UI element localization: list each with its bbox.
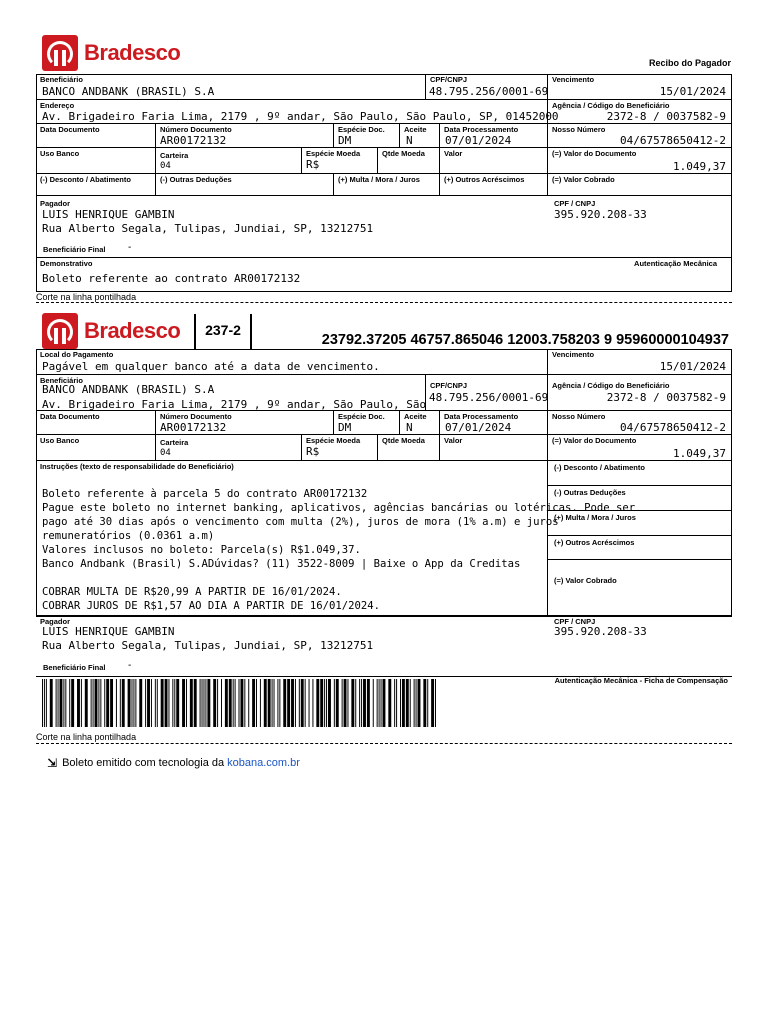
bradesco-logo-icon xyxy=(42,35,78,71)
field-label: Nosso Número xyxy=(552,412,606,421)
field-label: CPF / CNPJ xyxy=(554,199,596,208)
field-label: Espécie Doc. xyxy=(338,125,385,134)
field-label: Agência / Código do Beneficiário xyxy=(552,101,670,110)
field-label: Data Documento xyxy=(40,125,100,134)
field-label: Vencimento xyxy=(552,75,595,84)
field-label: (-) Desconto / Abatimento xyxy=(40,175,131,184)
slip-aceite: N xyxy=(406,421,413,434)
slip-nosso-numero-cell xyxy=(548,411,732,435)
receipt-valor-documento: 1.049,37 xyxy=(673,160,726,173)
field-label: Vencimento xyxy=(552,350,595,359)
field-label: Local do Pagamento xyxy=(40,350,114,359)
receipt-carteira-cell xyxy=(156,148,302,174)
slip-valor-documento-cell xyxy=(548,435,732,461)
receipt-endereco: Av. Brigadeiro Faria Lima, 2179 , 9º andar, São Paulo, São Paulo, SP, 01452000 xyxy=(42,110,559,123)
receipt-uso-banco-cell xyxy=(36,148,156,174)
slip-valor-cobrado-cell xyxy=(548,560,732,616)
linha-digitavel: 23792.37205 46757.865046 12003.758203 9 95960000104937 xyxy=(321,332,729,348)
field-label: (=) Valor do Documento xyxy=(552,436,637,445)
receipt-nosso-numero-cell xyxy=(548,124,732,148)
field-label: Beneficiário Final xyxy=(43,245,106,254)
receipt-desconto-cell xyxy=(36,174,156,196)
receipt-especie-moeda: R$ xyxy=(306,158,320,171)
field-label: Data Processamento xyxy=(444,412,519,421)
slip-uso-banco-cell xyxy=(36,435,156,461)
field-label: Beneficiário Final xyxy=(43,663,106,672)
receipt-outros-acrescimos-cell xyxy=(440,174,548,196)
slip-outras-deducoes-cell xyxy=(548,486,732,511)
slip-local-cell xyxy=(36,349,548,375)
slip-local-pagamento: Pagável em qualquer banco até a data de vencimento. xyxy=(42,360,380,373)
field-label: Agência / Código do Beneficiário xyxy=(552,381,670,390)
receipt-aceite: N xyxy=(406,134,413,147)
field-label: Qtde Moeda xyxy=(382,436,425,445)
field-label: Carteira xyxy=(160,151,189,160)
slip-qtde-moeda-cell xyxy=(378,435,440,461)
instruction-line: Pague este boleto no internet banking, aplicativos, agências bancárias ou lotéricas. Pode ser xyxy=(42,502,636,514)
slip-autenticacao-label: Autenticação Mecânica - Ficha de Compensação xyxy=(554,676,728,685)
field-label: Pagador xyxy=(40,617,71,626)
bank-code: 237-2 xyxy=(194,314,252,349)
slip-desconto-cell xyxy=(548,461,732,486)
receipt-especie-doc-cell xyxy=(334,124,400,148)
field-label: Nosso Número xyxy=(552,125,606,134)
field-label: Uso Banco xyxy=(40,149,80,158)
instruction-line: pago até 30 dias após o vencimento com multa (2%), juros de mora (1% a.m) e juros xyxy=(42,516,559,528)
receipt-endereco-cell xyxy=(36,100,559,124)
field-label: Valor xyxy=(444,436,463,445)
receipt-cpfcnpj-cell xyxy=(426,74,548,100)
slip-numero-documento-cell xyxy=(156,411,334,435)
instruction-line xyxy=(42,571,635,585)
slip-multa-cell xyxy=(548,511,732,536)
slip-agencia-cell xyxy=(548,375,732,411)
slip-data-documento-cell xyxy=(36,411,156,435)
field-label: Uso Banco xyxy=(40,436,80,445)
field-label: CPF/CNPJ xyxy=(430,75,468,84)
receipt-pagador-cell xyxy=(36,196,732,258)
field-label: (-) Desconto / Abatimento xyxy=(554,463,645,472)
slip-instrucoes xyxy=(42,487,635,613)
cut-line-label: Corte na linha pontilhada xyxy=(36,292,137,302)
receipt-numero-documento-cell xyxy=(156,124,334,148)
cut-line xyxy=(36,743,732,744)
receipt-title: Recibo do Pagador xyxy=(648,58,731,68)
receipt-beneficiario-final: - xyxy=(128,242,132,253)
cut-line-label: Corte na linha pontilhada xyxy=(36,732,137,742)
field-label: Número Documento xyxy=(160,412,232,421)
receipt-data-processamento: 07/01/2024 xyxy=(445,134,512,147)
field-label: Pagador xyxy=(40,199,71,208)
slip-pagador-cell xyxy=(36,616,732,676)
receipt-beneficiario: BANCO ANDBANK (BRASIL) S.A xyxy=(42,85,215,98)
field-label: (=) Valor do Documento xyxy=(552,149,637,158)
field-label: Qtde Moeda xyxy=(382,149,425,158)
instruction-line: Valores inclusos no boleto: Parcela(s) R$1.049,37. xyxy=(42,544,361,556)
field-label: Data Documento xyxy=(40,412,100,421)
slip-agencia: 2372-8 / 0037582-9 xyxy=(606,391,726,404)
slip-aceite-cell xyxy=(400,411,440,435)
field-label: Demonstrativo xyxy=(40,259,93,268)
field-label: (+) Multa / Mora / Juros xyxy=(554,513,636,522)
field-label: Aceite xyxy=(404,412,427,421)
field-label: Espécie Moeda xyxy=(306,436,361,445)
slip-especie-moeda: R$ xyxy=(306,445,320,458)
receipt-carteira: 04 xyxy=(160,161,171,171)
field-label: Instruções (texto de responsabilidade do Beneficiário) xyxy=(40,462,234,471)
receipt-pagador-cpf: 395.920.208-33 xyxy=(554,208,647,221)
field-label: Espécie Moeda xyxy=(306,149,361,158)
slip-especie-doc: DM xyxy=(338,421,352,434)
barcode xyxy=(42,679,436,727)
instruction-line: remuneratórios (0.0361 a.m) xyxy=(42,530,215,542)
bradesco-logo-text: Bradesco xyxy=(84,40,181,65)
field-label: (+) Outros Acréscimos xyxy=(444,175,525,184)
receipt-data-documento-cell xyxy=(36,124,156,148)
field-label: (+) Outros Acréscimos xyxy=(554,538,635,547)
bradesco-logo xyxy=(42,35,180,71)
receipt-vencimento-cell xyxy=(548,74,732,100)
receipt-valor-cell xyxy=(440,148,548,174)
receipt-especie-moeda-cell xyxy=(302,148,378,174)
slip-vencimento-cell xyxy=(548,349,732,375)
field-label: Número Documento xyxy=(160,125,232,134)
slip-nosso-numero: 04/67578650412-2 xyxy=(620,421,726,434)
field-label: Carteira xyxy=(160,438,189,447)
receipt-numero-documento: AR00172132 xyxy=(160,134,227,147)
slip-carteira: 04 xyxy=(160,448,171,458)
field-label: Aceite xyxy=(404,125,427,134)
slip-especie-doc-cell xyxy=(334,411,400,435)
slip-carteira-cell xyxy=(156,435,302,461)
slip-especie-moeda-cell xyxy=(302,435,378,461)
slip-pagador-cpf: 395.920.208-33 xyxy=(554,625,647,638)
bradesco-logo-text: Bradesco xyxy=(84,318,181,343)
receipt-data-processamento-cell xyxy=(440,124,548,148)
receipt-vencimento: 15/01/2024 xyxy=(659,85,726,98)
field-label: Beneficiário xyxy=(40,376,83,385)
instruction-line: Boleto referente à parcela 5 do contrato AR00172132 xyxy=(42,488,368,500)
field-label: (-) Outras Deduções xyxy=(160,175,232,184)
slip-valor-cell xyxy=(440,435,548,461)
receipt-agencia-cell xyxy=(548,100,732,124)
footer-text: Boleto emitido com tecnologia da xyxy=(62,757,225,769)
slip-outros-acrescimos-cell xyxy=(548,536,732,560)
slip-vencimento: 15/01/2024 xyxy=(659,360,726,373)
receipt-beneficiario-cell xyxy=(36,74,426,100)
field-label: Data Processamento xyxy=(444,125,519,134)
kobana-link[interactable]: kobana.com.br xyxy=(227,757,300,769)
bradesco-logo xyxy=(42,313,180,349)
receipt-agencia: 2372-8 / 0037582-9 xyxy=(606,110,726,123)
receipt-cpfcnpj: 48.795.256/0001-69 xyxy=(429,85,549,98)
footer xyxy=(47,756,300,770)
field-label: CPF/CNPJ xyxy=(430,381,468,390)
instruction-line: COBRAR JUROS DE R$1,57 AO DIA A PARTIR DE 16/01/2024. xyxy=(42,600,381,612)
receipt-multa-cell xyxy=(334,174,440,196)
receipt-demonstrativo: Boleto referente ao contrato AR00172132 xyxy=(42,272,301,285)
slip-cpfcnpj: 48.795.256/0001-69 xyxy=(429,391,549,404)
field-label: Espécie Doc. xyxy=(338,412,385,421)
receipt-valor-documento-cell xyxy=(548,148,732,174)
instruction-line: Banco Andbank (Brasil) S.ADúvidas? (11) 3522-8009 | Baixe o App da Creditas xyxy=(42,558,521,570)
receipt-outras-deducoes-cell xyxy=(156,174,334,196)
receipt-demonstrativo-cell xyxy=(36,258,732,292)
kobana-icon: ⇲ xyxy=(47,756,58,770)
cut-line xyxy=(36,302,732,303)
slip-beneficiario-final: - xyxy=(128,660,132,671)
receipt-valor-cobrado-cell xyxy=(548,174,732,196)
slip-beneficiario-endereco: Av. Brigadeiro Faria Lima, 2179 , 9º andar, São Paulo, São xyxy=(42,398,427,411)
receipt-pagador-endereco: Rua Alberto Segala, Tulipas, Jundiai, SP, 13212751 xyxy=(42,222,374,235)
receipt-especie-doc: DM xyxy=(338,134,352,147)
receipt-aceite-cell xyxy=(400,124,440,148)
bradesco-logo-icon xyxy=(42,313,78,349)
receipt-pagador-nome: LUIS HENRIQUE GAMBIN xyxy=(42,208,175,221)
slip-beneficiario-cell xyxy=(36,375,426,411)
slip-cpfcnpj-cell xyxy=(426,375,548,411)
field-label: CPF / CNPJ xyxy=(554,617,596,626)
field-label: (+) Multa / Mora / Juros xyxy=(338,175,420,184)
receipt-qtde-moeda-cell xyxy=(378,148,440,174)
slip-beneficiario: BANCO ANDBANK (BRASIL) S.A xyxy=(42,383,215,396)
field-label: Autenticação Mecânica xyxy=(634,259,717,268)
field-label: Endereço xyxy=(40,101,75,110)
field-label: (=) Valor Cobrado xyxy=(554,576,617,585)
receipt-nosso-numero: 04/67578650412-2 xyxy=(620,134,726,147)
instruction-line: COBRAR MULTA DE R$20,99 A PARTIR DE 16/01/2024. xyxy=(42,586,342,598)
slip-data-processamento-cell xyxy=(440,411,548,435)
field-label: (-) Outras Deduções xyxy=(554,488,626,497)
field-label: (=) Valor Cobrado xyxy=(552,175,615,184)
field-label: Valor xyxy=(444,149,463,158)
slip-numero-documento: AR00172132 xyxy=(160,421,227,434)
slip-data-processamento: 07/01/2024 xyxy=(445,421,512,434)
field-label: Beneficiário xyxy=(40,75,83,84)
slip-valor-documento: 1.049,37 xyxy=(673,447,726,460)
slip-pagador-nome: LUIS HENRIQUE GAMBIN xyxy=(42,625,175,638)
slip-pagador-endereco: Rua Alberto Segala, Tulipas, Jundiai, SP, 13212751 xyxy=(42,639,374,652)
